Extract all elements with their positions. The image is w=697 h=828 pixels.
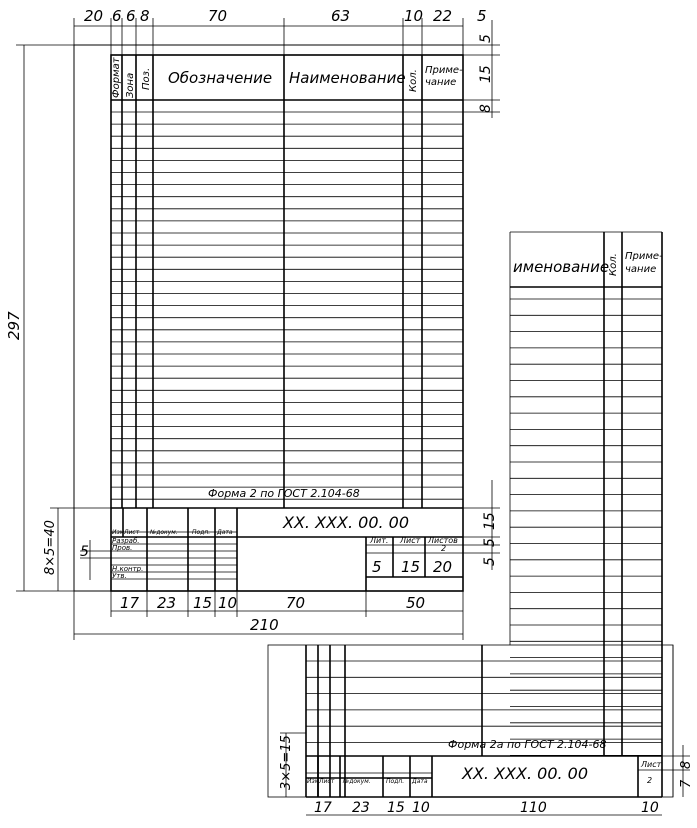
- dim-top-6b: 6: [126, 7, 136, 25]
- dim-top-20: 20: [84, 7, 104, 25]
- dim-b-17: 17: [120, 594, 140, 612]
- sheet2-tb-doc: №докум.: [343, 778, 371, 785]
- sheet2-note-header-1: Приме-: [625, 251, 663, 262]
- dim-tb-5b: 5: [482, 557, 498, 566]
- header-pos: Поз.: [141, 67, 152, 90]
- tb-data: Дата: [217, 529, 233, 536]
- dim-b-50: 50: [406, 594, 426, 612]
- dim-top-63: 63: [331, 7, 351, 25]
- dim-297: 297: [5, 311, 23, 340]
- tb-listov-dim: 20: [433, 558, 453, 576]
- sheet2-note-header-2: чание: [625, 264, 657, 275]
- header-zone: Зона: [125, 72, 136, 98]
- sheet2-dim-b-23: 23: [352, 800, 370, 816]
- tb-doc: №докум.: [150, 529, 178, 536]
- dim-b-15: 15: [193, 594, 213, 612]
- dim-top-70: 70: [208, 7, 228, 25]
- sheet1-frame: [111, 55, 463, 591]
- dim-top-8: 8: [140, 7, 150, 25]
- sheet2-tb-list-value: 2: [647, 776, 653, 785]
- sheet2-tb-list-h: Лист: [319, 778, 335, 785]
- sheet2-dim-b-110: 110: [520, 800, 547, 816]
- sheet2-dim-b-10a: 10: [412, 800, 430, 816]
- sheet2-name-header: именование: [513, 258, 610, 276]
- sheet2-tb-izm: Изм: [307, 778, 320, 785]
- dim-top-22: 22: [433, 7, 453, 25]
- sheet1-rows: [111, 112, 463, 499]
- dim-right-15: 15: [478, 65, 494, 83]
- header-format: Формат: [111, 57, 122, 98]
- dim-top-6a: 6: [112, 7, 122, 25]
- header-name: Наименование: [289, 69, 406, 87]
- tb-nkontr: Н.контр.: [112, 565, 144, 573]
- sheet-1: [5, 7, 500, 640]
- sheet2-qty-header: Кол.: [608, 253, 619, 276]
- dim-b-70: 70: [286, 594, 306, 612]
- sheet2-dim-left: 3×5=15: [279, 735, 294, 790]
- tb-code: XX. XXX. 00. 00: [283, 513, 410, 532]
- sheet2-dim-b-17: 17: [314, 800, 332, 816]
- header-note-1: Приме-: [425, 65, 463, 76]
- tb-lit: Лит.: [370, 536, 389, 545]
- dim-top-5: 5: [477, 7, 487, 25]
- tb-list-value: 2: [441, 544, 447, 553]
- tb-list: Лист: [400, 536, 421, 545]
- sheet2-tb-code: XX. XXX. 00. 00: [462, 764, 589, 783]
- sheet2-tb-list: Лист: [641, 760, 662, 769]
- form-caption: Форма 2 по ГОСТ 2.104-68: [208, 487, 360, 500]
- dim-8x5: 8×5=40: [43, 520, 58, 575]
- tb-list-h: Лист: [124, 529, 140, 536]
- tb-listov: Листов: [428, 536, 458, 545]
- dim-210: 210: [250, 616, 279, 634]
- tb-razrab: Разраб.: [112, 537, 140, 545]
- tb-lit-dim: 5: [372, 558, 382, 576]
- dim-b-10: 10: [218, 594, 238, 612]
- tb-list-dim: 15: [401, 558, 421, 576]
- sheet2-dim-r-8: 8: [679, 760, 694, 769]
- tb-prov: Пров.: [112, 544, 133, 552]
- sheet2-tb-podp: Подп.: [386, 778, 405, 785]
- dim-right-8: 8: [478, 104, 494, 113]
- sheet2-dim-b-10b: 10: [641, 800, 659, 816]
- dim-tb-15: 15: [482, 512, 498, 530]
- dim-5-left: 5: [80, 544, 89, 560]
- tb-podp: Подп.: [192, 529, 211, 536]
- sheet2-dim-b-15: 15: [387, 800, 405, 816]
- dim-top-10: 10: [404, 7, 424, 25]
- header-note-2: чание: [425, 77, 457, 88]
- sheet2-dim-r-7: 7: [679, 779, 694, 788]
- sheet2-form-caption: Форма 2а по ГОСТ 2.104-68: [448, 738, 607, 751]
- dim-b-23: 23: [157, 594, 177, 612]
- header-qty: Кол.: [408, 69, 419, 92]
- tb-izm: Изм: [112, 529, 125, 536]
- sheet2-tb-data: Дата: [412, 778, 428, 785]
- dim-right-5: 5: [478, 34, 494, 43]
- tb-utv: Утв.: [112, 572, 127, 580]
- dim-tb-5a: 5: [482, 538, 498, 547]
- header-designation: Обозначение: [168, 69, 273, 87]
